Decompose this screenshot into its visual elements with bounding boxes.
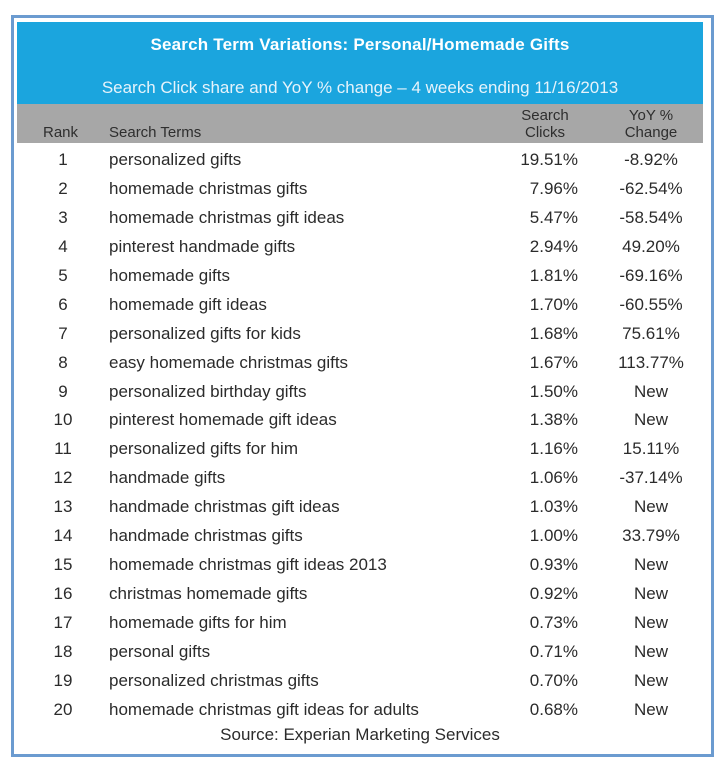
column-header-row: [17, 104, 703, 143]
search-clicks-cell: 1.70%: [529, 294, 578, 314]
table-row: [17, 696, 703, 725]
yoy-change-cell: -62.54%: [619, 178, 683, 198]
table-row: [17, 551, 703, 580]
table-row: [17, 522, 703, 551]
table-row: [17, 667, 703, 696]
search-term-cell: handmade christmas gifts: [109, 526, 303, 546]
search-term-cell: pinterest handmade gifts: [109, 236, 296, 256]
column-header-yoy-change: [611, 107, 691, 141]
search-term-cell: homemade gift ideas: [109, 294, 267, 314]
table-row: [17, 493, 703, 522]
search-term-cell: homemade christmas gift ideas 2013: [109, 555, 387, 575]
yoy-change-cell: -60.55%: [619, 294, 683, 314]
table-row: [17, 291, 703, 320]
yoy-change-cell: 49.20%: [622, 236, 680, 256]
search-clicks-cell: 5.47%: [529, 207, 578, 227]
source-note: Source: Experian Marketing Services: [220, 725, 500, 744]
rank-cell: 5: [58, 265, 68, 285]
search-term-cell: personal gifts: [109, 641, 211, 661]
search-term-cell: handmade christmas gift ideas: [109, 497, 340, 517]
yoy-change-cell: 15.11%: [622, 439, 680, 459]
yoy-change-cell: -8.92%: [624, 150, 678, 169]
search-term-cell: personalized gifts for him: [109, 439, 298, 459]
column-header-search-clicks: [507, 107, 583, 141]
rank-cell: 3: [58, 207, 68, 227]
table-row: [17, 175, 703, 204]
rank-cell: 2: [58, 178, 68, 198]
yoy-change-cell: New: [633, 497, 668, 517]
search-term-cell: personalized gifts: [109, 150, 242, 169]
yoy-change-cell: -69.16%: [619, 265, 683, 285]
table-title-banner: [17, 22, 703, 104]
yoy-change-cell: New: [633, 641, 668, 661]
search-clicks-cell: 1.06%: [529, 468, 578, 488]
search-clicks-cell: 1.81%: [529, 265, 578, 285]
column-header-search-terms: Search Terms: [109, 124, 202, 141]
table-row: [17, 406, 703, 435]
search-term-cell: personalized gifts for kids: [109, 323, 301, 343]
rank-cell: 6: [58, 294, 68, 314]
column-header-yoy-change-line1: YoY %: [628, 107, 674, 124]
yoy-change-cell: 33.79%: [622, 526, 680, 546]
search-clicks-cell: 0.92%: [529, 584, 578, 604]
table-row: [17, 349, 703, 378]
rank-cell: 10: [53, 410, 73, 430]
rank-cell: 20: [53, 699, 73, 719]
rank-cell: 16: [53, 584, 73, 604]
rank-cell: 9: [58, 381, 68, 401]
rank-cell: 14: [53, 526, 73, 546]
yoy-change-cell: New: [633, 670, 668, 690]
search-term-cell: homemade christmas gift ideas: [109, 207, 345, 227]
yoy-change-cell: New: [633, 410, 668, 430]
table-row: [17, 146, 703, 175]
search-clicks-cell: 1.00%: [529, 526, 578, 546]
rank-cell: 8: [58, 352, 68, 372]
search-clicks-cell: 1.67%: [529, 352, 578, 372]
rank-cell: 15: [53, 555, 73, 575]
yoy-change-cell: New: [633, 555, 668, 575]
table-row: [17, 609, 703, 638]
search-clicks-cell: 0.71%: [529, 641, 578, 661]
search-clicks-cell: 1.03%: [529, 497, 578, 517]
rank-cell: 17: [53, 613, 73, 632]
search-term-cell: easy homemade christmas gifts: [109, 352, 349, 372]
column-header-rank: Rank: [43, 124, 79, 141]
search-term-cell: christmas homemade gifts: [109, 584, 308, 604]
table-row: [17, 204, 703, 233]
search-clicks-cell: 7.96%: [529, 178, 578, 198]
yoy-change-cell: 75.61%: [622, 323, 680, 343]
search-clicks-cell: 1.50%: [529, 381, 578, 401]
search-clicks-cell: 1.68%: [529, 323, 578, 343]
search-clicks-cell: 0.70%: [529, 670, 578, 690]
column-header-search-clicks-line1: Search: [521, 107, 569, 124]
table-row: [17, 580, 703, 609]
yoy-change-cell: New: [633, 584, 668, 604]
search-term-cell: homemade gifts for him: [109, 613, 287, 632]
yoy-change-cell: New: [633, 613, 668, 632]
table-title: Search Term Variations: Personal/Homemade Gifts: [150, 35, 570, 54]
table-row: [17, 320, 703, 349]
search-clicks-cell: 0.93%: [529, 555, 578, 575]
table-body: [17, 146, 703, 725]
search-term-cell: personalized christmas gifts: [109, 670, 319, 690]
search-clicks-cell: 0.68%: [529, 699, 578, 719]
rank-cell: 19: [53, 670, 73, 690]
rank-cell: 1: [58, 150, 68, 169]
search-clicks-cell: 1.16%: [529, 439, 578, 459]
search-clicks-cell: 0.73%: [529, 613, 578, 632]
yoy-change-cell: New: [633, 699, 668, 719]
table-subtitle: Search Click share and YoY % change – 4 weeks ending 11/16/2013: [101, 78, 619, 97]
search-term-cell: pinterest homemade gift ideas: [109, 410, 337, 430]
yoy-change-cell: -58.54%: [619, 207, 683, 227]
search-clicks-cell: 2.94%: [529, 236, 578, 256]
search-clicks-cell: 1.38%: [529, 410, 578, 430]
yoy-change-cell: 113.77%: [618, 352, 684, 372]
search-term-cell: homemade christmas gift ideas for adults: [109, 699, 419, 719]
rank-cell: 12: [53, 468, 73, 488]
rank-cell: 7: [58, 323, 68, 343]
rank-cell: 13: [53, 497, 73, 517]
column-header-yoy-change-line2: Change: [624, 124, 678, 141]
search-term-cell: homemade gifts: [109, 265, 230, 285]
table-row: [17, 378, 703, 407]
rank-cell: 4: [58, 236, 68, 256]
search-term-cell: personalized birthday gifts: [109, 381, 307, 401]
yoy-change-cell: -37.14%: [619, 468, 683, 488]
search-term-cell: homemade christmas gifts: [109, 178, 308, 198]
search-clicks-cell: 19.51%: [520, 150, 578, 169]
table-row: [17, 638, 703, 667]
table-row: [17, 464, 703, 493]
table-row: [17, 233, 703, 262]
table-row: [17, 262, 703, 291]
rank-cell: 18: [53, 641, 73, 661]
search-term-cell: handmade gifts: [109, 468, 226, 488]
table-row: [17, 435, 703, 464]
yoy-change-cell: New: [633, 381, 668, 401]
rank-cell: 11: [54, 439, 72, 459]
column-header-search-clicks-line2: Clicks: [525, 124, 565, 141]
